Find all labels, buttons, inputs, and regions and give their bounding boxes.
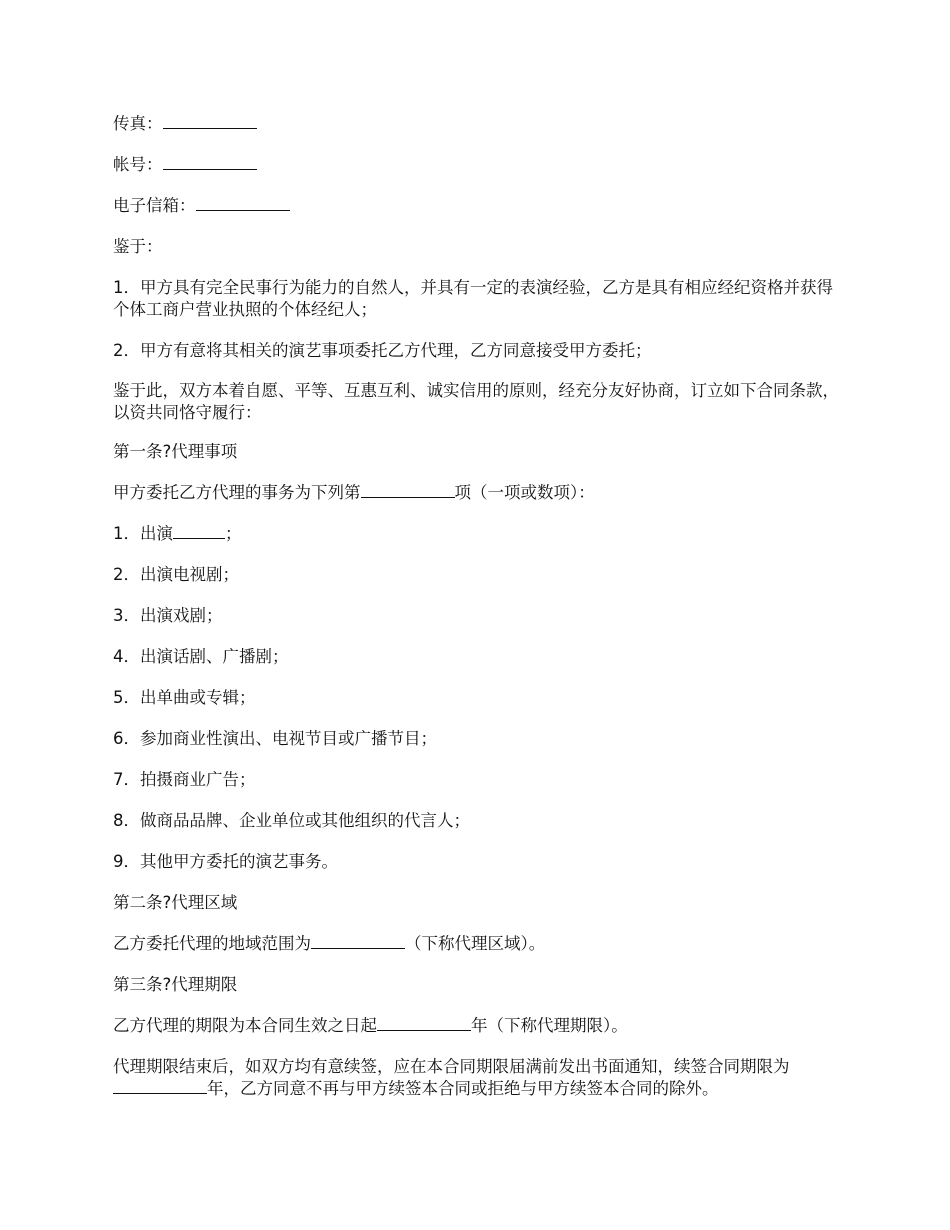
article3-renewal-suffix: 年，乙方同意不再与甲方续签本合同或拒绝与甲方续签本合同的除外。 (207, 1079, 719, 1098)
account-label: 帐号： (113, 155, 163, 174)
article1-item-1-suffix: ； (225, 524, 242, 543)
article3-renewal (113, 1056, 843, 1100)
article1-intro-blank (361, 483, 455, 498)
article1-item-1 (113, 523, 843, 545)
whereas-item-1: 1．甲方具有完全民事行为能力的自然人，并具有一定的表演经验，乙方是具有相应经纪资格并获得个体工商户营业执照的个体经纪人； (113, 278, 833, 319)
article2-text-prefix: 乙方委托代理的地域范围为 (113, 934, 311, 953)
article3-text-suffix: 年（下称代理期限）。 (471, 1016, 628, 1035)
email-label: 电子信箱： (113, 196, 196, 215)
article1-item-4: 4．出演话剧、广播剧； (113, 647, 289, 666)
article1-item-8: 8．做商品品牌、企业单位或其他组织的代言人； (113, 811, 470, 830)
whereas-heading: 鉴于： (113, 237, 163, 256)
article3-renewal-prefix: 代理期限结束后，如双方均有意续签，应在本合同期限届满前发出书面通知，续签合同期限为 (113, 1057, 790, 1076)
article1-intro-suffix: 项（一项或数项）： (454, 483, 595, 502)
article3-text-prefix: 乙方代理的期限为本合同生效之日起 (113, 1016, 377, 1035)
article2-text (113, 933, 843, 955)
article1-item-6: 6．参加商业性演出、电视节目或广播节目； (113, 729, 437, 748)
article1-intro (113, 482, 843, 504)
whereas-item-2: 2．甲方有意将其相关的演艺事项委托乙方代理，乙方同意接受甲方委托； (113, 341, 652, 360)
article3-title: 第三条?代理期限 (113, 975, 238, 994)
article1-intro-text: 甲方委托乙方代理的事务为下列第 (113, 483, 361, 502)
article3-renewal-blank (113, 1079, 207, 1094)
article2-title: 第二条?代理区域 (113, 893, 238, 912)
email-blank (196, 196, 290, 211)
fax-label: 传真： (113, 114, 163, 133)
email-field (113, 195, 843, 217)
article1-item-3: 3．出演戏剧； (113, 606, 223, 625)
article3-text (113, 1015, 843, 1037)
article2-blank (311, 934, 405, 949)
article1-item-9: 9．其他甲方委托的演艺事务。 (113, 852, 338, 871)
whereas-conclusion: 鉴于此，双方本着自愿、平等、互惠互利、诚实信用的原则，经充分友好协商，订立如下合同条款，以资共同恪守履行： (113, 381, 839, 422)
article1-title: 第一条?代理事项 (113, 442, 238, 461)
fax-field (113, 113, 843, 135)
article1-item-5: 5．出单曲或专辑； (113, 688, 256, 707)
article2-text-suffix: （下称代理区域）。 (405, 934, 546, 953)
article1-item-7: 7．拍摄商业广告； (113, 770, 256, 789)
article1-item-1-blank (173, 524, 225, 539)
article1-item-1-text: 1．出演 (113, 524, 173, 543)
article1-item-2: 2．出演电视剧； (113, 565, 239, 584)
article3-blank (377, 1016, 471, 1031)
fax-blank (163, 114, 257, 129)
account-field (113, 154, 843, 176)
account-blank (163, 155, 257, 170)
